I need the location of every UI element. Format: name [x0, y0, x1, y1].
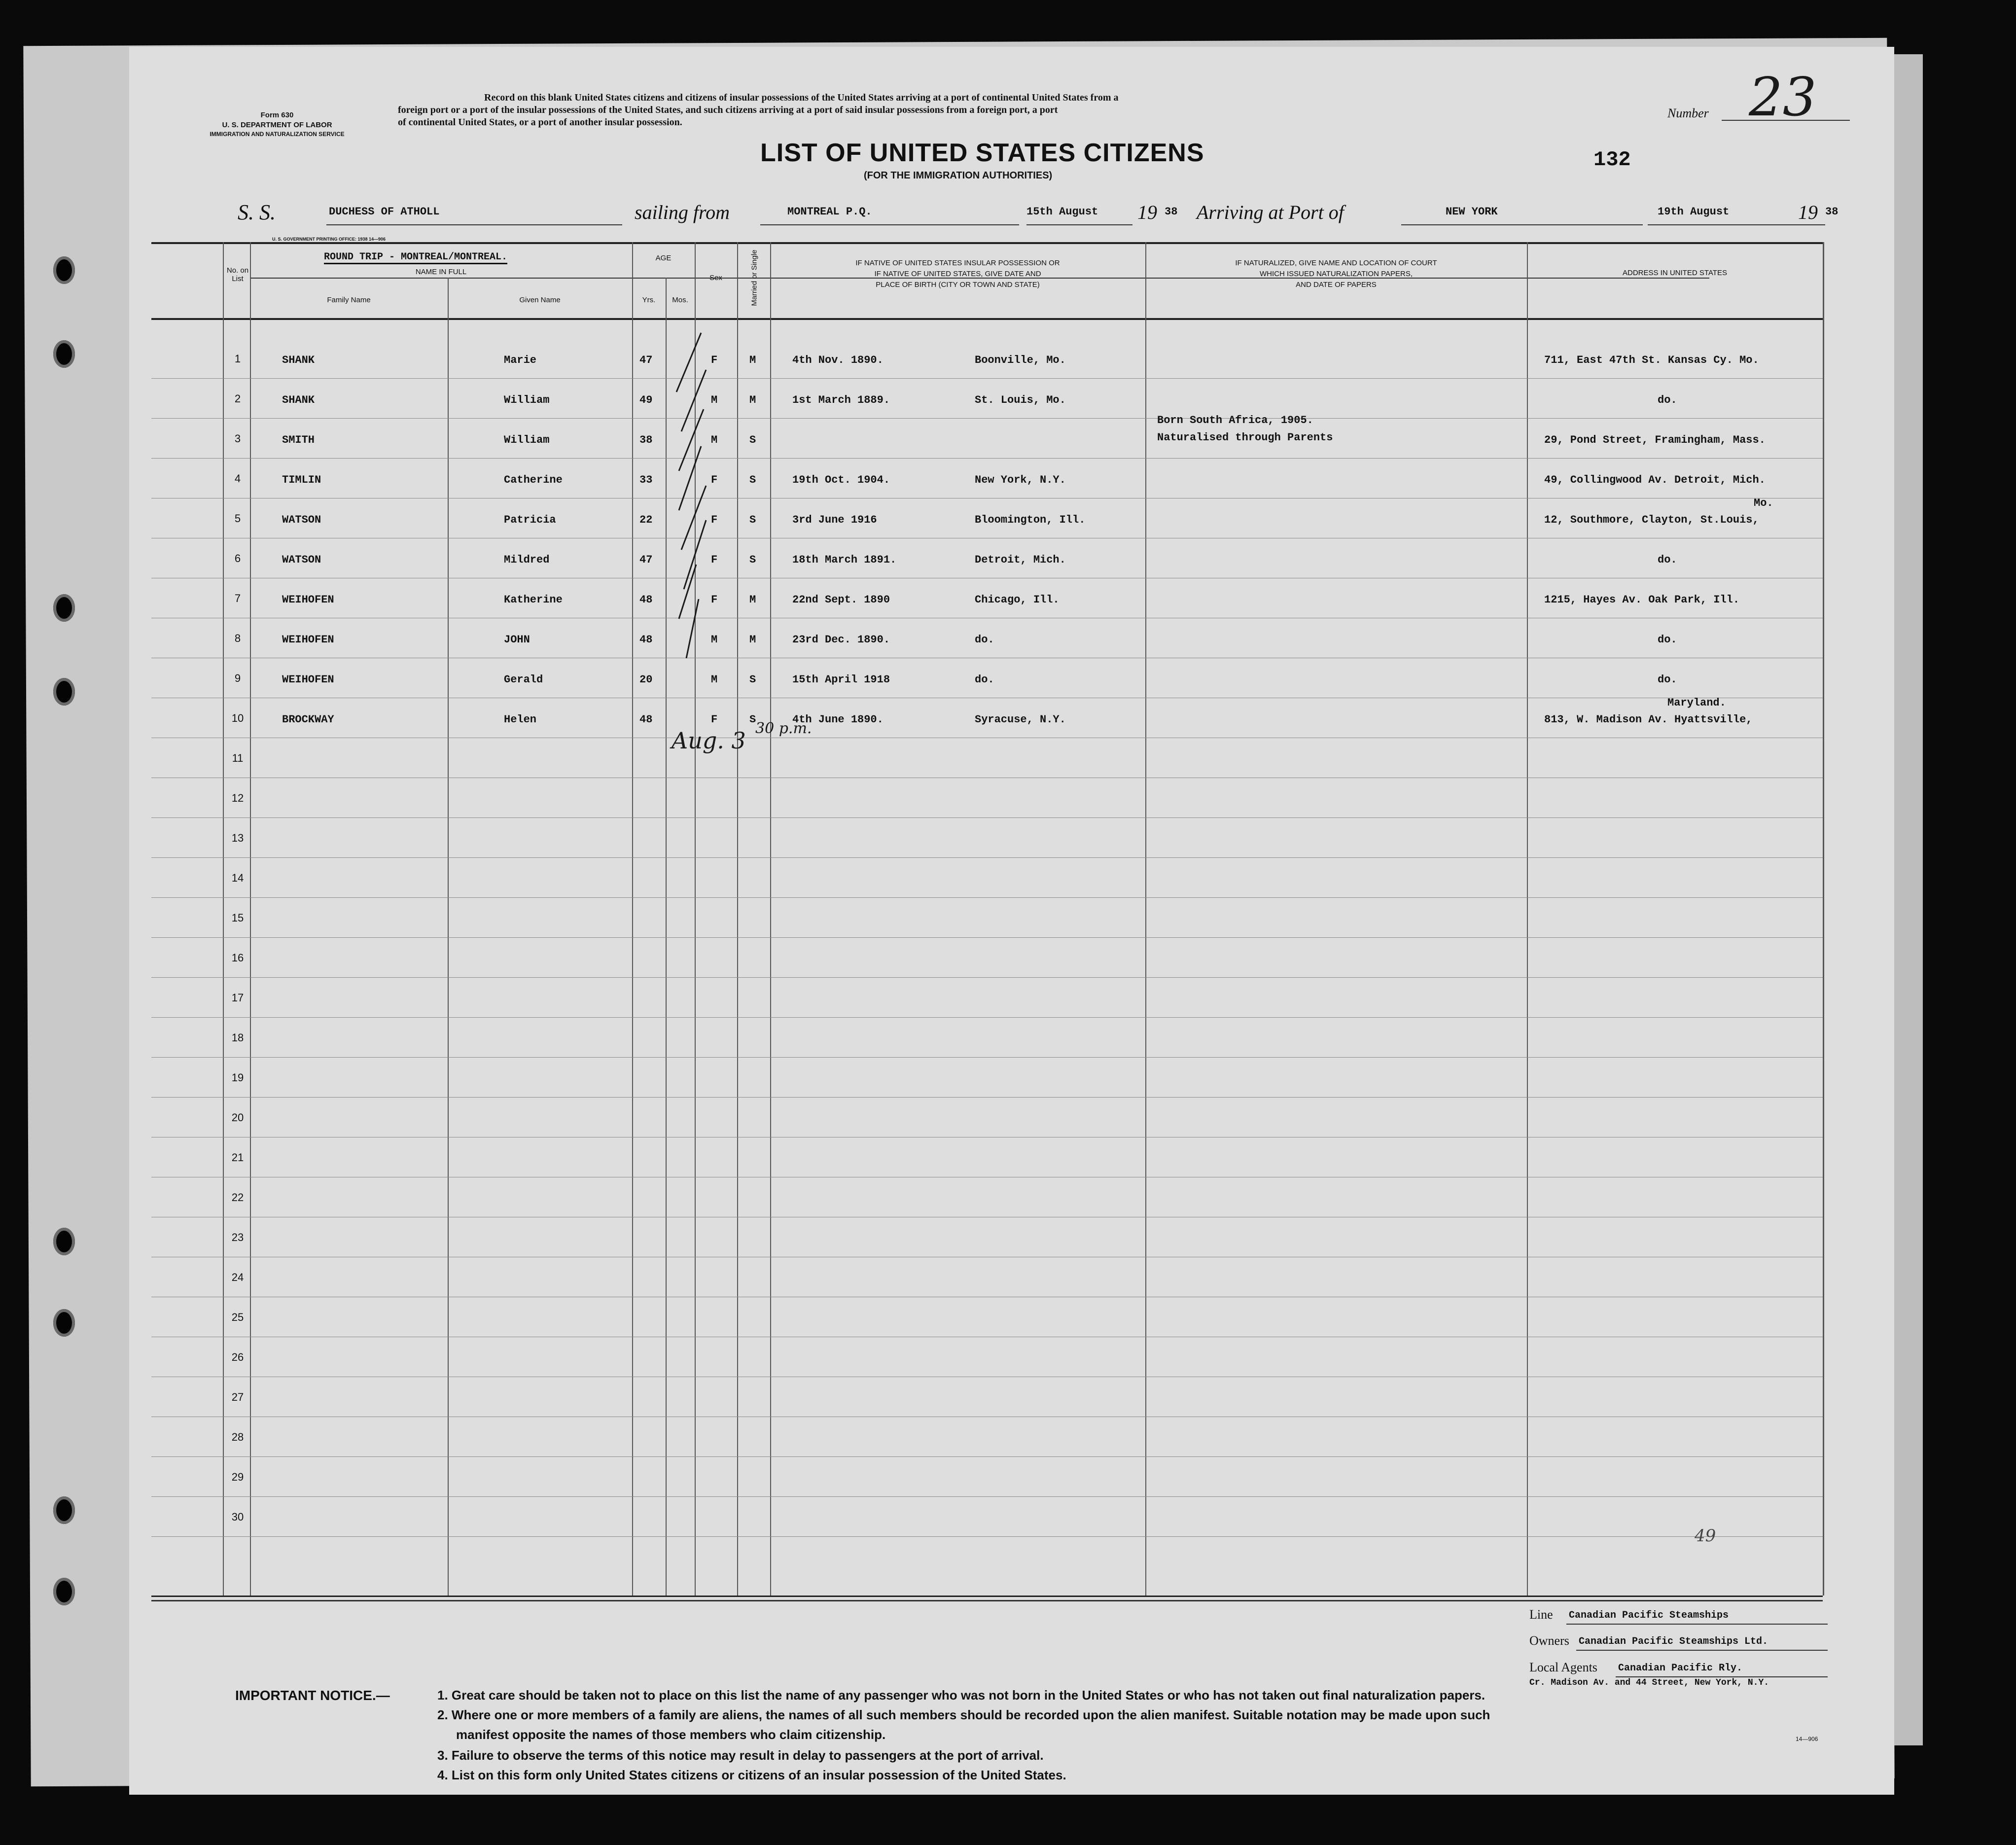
service: IMMIGRATION AND NATURALIZATION SERVICE — [210, 131, 345, 138]
marital-status: S — [749, 674, 756, 686]
age: 47 — [639, 554, 653, 566]
sex: M — [711, 394, 718, 406]
header-given-name: Given Name — [519, 296, 561, 304]
row-number: 17 — [231, 992, 244, 1004]
sail-year-prefix: 19 — [1137, 201, 1157, 223]
row-number: 29 — [231, 1471, 244, 1483]
birth-date: 4th Nov. 1890. — [792, 354, 884, 366]
birth-date: 15th April 1918 — [792, 674, 890, 686]
birth-place: do. — [975, 674, 994, 686]
header-no-on-list: No. on List — [226, 266, 249, 283]
agents-value: Canadian Pacific Rly. — [1618, 1663, 1743, 1674]
number-label: Number — [1667, 106, 1709, 120]
birth-place: do. — [975, 634, 994, 646]
departure-port: MONTREAL P.Q. — [787, 206, 872, 218]
row-number: 26 — [231, 1351, 244, 1363]
row-number: 25 — [231, 1311, 244, 1323]
age: 47 — [639, 354, 653, 366]
marital-status: S — [749, 434, 756, 446]
arrive-year-prefix: 19 — [1798, 201, 1818, 223]
address: 12, Southmore, Clayton, St.Louis, — [1544, 514, 1759, 526]
notice-4: 4. List on this form only United States citizens or citizens of an insular possession of the United States. — [437, 1768, 1066, 1782]
sex: F — [711, 474, 718, 486]
address: do. — [1658, 634, 1677, 646]
arriving-label: Arriving at Port of — [1197, 201, 1344, 223]
arrive-year: 38 — [1825, 206, 1839, 218]
page-mark: 49 — [1695, 1526, 1716, 1546]
header-naturalized-2: WHICH ISSUED NATURALIZATION PAPERS, — [1259, 270, 1413, 278]
sex: M — [711, 634, 718, 646]
punch-hole — [53, 1228, 75, 1255]
row-number: 27 — [231, 1391, 244, 1403]
given-name: JOHN — [504, 634, 530, 646]
marital-status: S — [749, 554, 756, 566]
form-number: Form 630 — [260, 111, 294, 119]
punch-hole — [53, 1578, 75, 1605]
given-name: Marie — [504, 354, 537, 366]
arrival-date: 19th August — [1658, 206, 1730, 218]
notice-title: IMPORTANT NOTICE.— — [235, 1688, 390, 1703]
sail-year: 38 — [1165, 206, 1178, 218]
handwritten-time: 30 p.m. — [755, 720, 812, 737]
sex: F — [711, 354, 718, 366]
row-number: 16 — [231, 952, 244, 964]
instruction-line-2: foreign port or a port of the insular possessions of the United States, and such citizens arriving at a port of said insular possessions from a foreign port, a port — [398, 105, 1058, 115]
family-name: SHANK — [282, 354, 315, 366]
address: 49, Collingwood Av. Detroit, Mich. — [1544, 474, 1766, 486]
notice-3: 3. Failure to observe the terms of this notice may result in delay to passengers at the port of arrival. — [437, 1748, 1044, 1763]
birth-date: 19th Oct. 1904. — [792, 474, 890, 486]
row-number: 10 — [231, 712, 244, 724]
ship-name: DUCHESS OF ATHOLL — [329, 206, 440, 218]
age: 49 — [639, 394, 653, 406]
age: 48 — [639, 713, 653, 726]
birth-date: 1st March 1889. — [792, 394, 890, 406]
marital-status: S — [749, 474, 756, 486]
row-number: 1 — [234, 353, 241, 365]
birth-place: Syracuse, N.Y. — [975, 713, 1066, 726]
handwritten-date: Aug. 3 — [672, 727, 746, 754]
row-number: 5 — [234, 512, 241, 525]
punch-hole — [53, 340, 75, 368]
address: 711, East 47th St. Kansas Cy. Mo. — [1544, 354, 1759, 366]
row-number: 6 — [234, 552, 241, 565]
header-family-name: Family Name — [327, 296, 371, 304]
row-number: 30 — [231, 1511, 244, 1523]
family-name: WATSON — [282, 554, 321, 566]
printer-note: U. S. GOVERNMENT PRINTING OFFICE: 1938 14—906 — [272, 237, 386, 242]
address: 1215, Hayes Av. Oak Park, Ill. — [1544, 594, 1740, 606]
marital-status: M — [749, 634, 756, 646]
sex: M — [711, 434, 718, 446]
row-number: 19 — [231, 1071, 244, 1084]
header-birth-2: IF NATIVE OF UNITED STATES, GIVE DATE AND — [874, 270, 1041, 278]
row-number: 20 — [231, 1111, 244, 1124]
page-title: LIST OF UNITED STATES CITIZENS — [760, 139, 1204, 167]
age: 48 — [639, 634, 653, 646]
family-name: WATSON — [282, 514, 321, 526]
marital-status: S — [749, 713, 756, 726]
address: do. — [1658, 554, 1677, 566]
header-birth-3: PLACE OF BIRTH (CITY OR TOWN AND STATE) — [876, 281, 1040, 289]
address: 29, Pond Street, Framingham, Mass. — [1544, 434, 1766, 446]
birth-date: 23rd Dec. 1890. — [792, 634, 890, 646]
marital-status: S — [749, 514, 756, 526]
header-naturalized-3: AND DATE OF PAPERS — [1296, 281, 1377, 289]
punch-hole — [53, 678, 75, 706]
address: do. — [1658, 394, 1677, 406]
header-birth-1: IF NATIVE OF UNITED STATES INSULAR POSSESSION OR — [855, 259, 1060, 267]
birth-date: 4th June 1890. — [792, 713, 884, 726]
age: 38 — [639, 434, 653, 446]
birth-date: 22nd Sept. 1890 — [792, 594, 890, 606]
bottom-code: 14—906 — [1796, 1736, 1818, 1742]
header-naturalized-1: IF NATURALIZED, GIVE NAME AND LOCATION OF COURT — [1235, 259, 1437, 267]
row-number: 24 — [231, 1271, 244, 1283]
row-number: 7 — [234, 592, 241, 604]
stamp-number: 132 — [1593, 148, 1631, 172]
owners-value: Canadian Pacific Steamships Ltd. — [1579, 1636, 1768, 1647]
birth-place: St. Louis, Mo. — [975, 394, 1066, 406]
family-name: BROCKWAY — [282, 713, 334, 726]
naturalization-note: Naturalised through Parents — [1157, 431, 1333, 444]
given-name: William — [504, 394, 550, 406]
row-number: 21 — [231, 1151, 244, 1164]
address: 813, W. Madison Av. Hyattsville, — [1544, 713, 1753, 726]
birth-place: Chicago, Ill. — [975, 594, 1060, 606]
header-yrs: Yrs. — [642, 296, 656, 304]
family-name: SMITH — [282, 434, 315, 446]
row-number: 2 — [234, 392, 241, 405]
check-marks — [647, 323, 795, 767]
age: 20 — [639, 674, 653, 686]
page-subtitle: (FOR THE IMMIGRATION AUTHORITIES) — [864, 170, 1053, 181]
round-trip-label: ROUND TRIP - MONTREAL/MONTREAL. — [324, 251, 507, 264]
row-number: 4 — [234, 472, 241, 485]
agents-address: Cr. Madison Av. and 44 Street, New York, N.Y. — [1529, 1678, 1769, 1688]
instruction-line-1: Record on this blank United States citizens and citizens of insular possessions of the United States arriving at a port of continental United States from a — [484, 92, 1119, 103]
punch-hole — [53, 256, 75, 284]
sail-date: 15th August — [1026, 206, 1098, 218]
ss-label: S. S. — [238, 200, 276, 224]
sex: M — [711, 674, 718, 686]
address: do. — [1658, 674, 1677, 686]
sailing-label: sailing from — [635, 201, 730, 223]
given-name: Katherine — [504, 594, 563, 606]
row-number: 9 — [234, 672, 241, 684]
birth-date: 3rd June 1916 — [792, 514, 877, 526]
header-age: AGE — [655, 254, 672, 262]
row-number: 15 — [231, 912, 244, 924]
sex: F — [711, 554, 718, 566]
line-label: Line — [1529, 1607, 1553, 1622]
family-name: WEIHOFEN — [282, 594, 334, 606]
manifest-sheet — [129, 47, 1894, 1795]
punch-hole — [53, 594, 75, 622]
department: U. S. DEPARTMENT OF LABOR — [222, 121, 332, 129]
given-name: William — [504, 434, 550, 446]
sex: F — [711, 514, 718, 526]
birth-place: Boonville, Mo. — [975, 354, 1066, 366]
birth-place: Detroit, Mich. — [975, 554, 1066, 566]
owners-label: Owners — [1529, 1633, 1569, 1648]
punch-hole — [53, 1496, 75, 1524]
family-name: SHANK — [282, 394, 315, 406]
punch-hole — [53, 1309, 75, 1337]
family-name: WEIHOFEN — [282, 634, 334, 646]
row-number: 12 — [231, 792, 244, 804]
header-mos: Mos. — [672, 296, 688, 304]
notice-2b: manifest opposite the names of those members who claim citizenship. — [456, 1727, 886, 1742]
notice-1: 1. Great care should be taken not to place on this list the name of any passenger who was not born in the United States or who has not taken out final naturalization papers. — [437, 1688, 1485, 1703]
header-address: ADDRESS IN UNITED STATES — [1623, 269, 1727, 277]
birth-place: New York, N.Y. — [975, 474, 1066, 486]
given-name: Helen — [504, 713, 537, 726]
header-married-single: Married or Single — [750, 249, 759, 306]
family-name: TIMLIN — [282, 474, 321, 486]
arrival-port: NEW YORK — [1446, 206, 1498, 218]
row-number: 28 — [231, 1431, 244, 1443]
age: 22 — [639, 514, 653, 526]
row-number: 11 — [232, 752, 244, 764]
marital-status: M — [749, 394, 756, 406]
notice-2a: 2. Where one or more members of a family are aliens, the names of all such members should be recorded upon the alien manifest. Suitable notation may be made upon such — [437, 1707, 1490, 1722]
birth-date: 18th March 1891. — [792, 554, 897, 566]
sex: F — [711, 713, 718, 726]
line-value: Canadian Pacific Steamships — [1569, 1610, 1729, 1621]
header-name-in-full: NAME IN FULL — [415, 268, 467, 276]
given-name: Patricia — [504, 514, 556, 526]
naturalization: Born South Africa, 1905. — [1157, 414, 1313, 426]
row-number: 13 — [231, 832, 244, 844]
family-name: WEIHOFEN — [282, 674, 334, 686]
address-continued: Mo. — [1754, 497, 1773, 509]
instruction-line-3: of continental United States, or a port of another insular possession. — [398, 117, 682, 128]
sex: F — [711, 594, 718, 606]
row-number: 3 — [234, 432, 241, 445]
marital-status: M — [749, 594, 756, 606]
row-number: 23 — [231, 1231, 244, 1243]
row-number: 22 — [231, 1191, 244, 1204]
row-number: 14 — [231, 872, 244, 884]
list-number: 23 — [1749, 67, 1817, 128]
agents-label: Local Agents — [1529, 1660, 1597, 1674]
row-number: 18 — [231, 1031, 244, 1044]
header-sex: Sex — [709, 274, 722, 282]
row-number: 8 — [234, 632, 241, 644]
birth-place: Bloomington, Ill. — [975, 514, 1086, 526]
marital-status: M — [749, 354, 756, 366]
age: 48 — [639, 594, 653, 606]
given-name: Gerald — [504, 674, 543, 686]
age: 33 — [639, 474, 653, 486]
address-continued: Maryland. — [1667, 697, 1726, 709]
given-name: Mildred — [504, 554, 550, 566]
given-name: Catherine — [504, 474, 563, 486]
